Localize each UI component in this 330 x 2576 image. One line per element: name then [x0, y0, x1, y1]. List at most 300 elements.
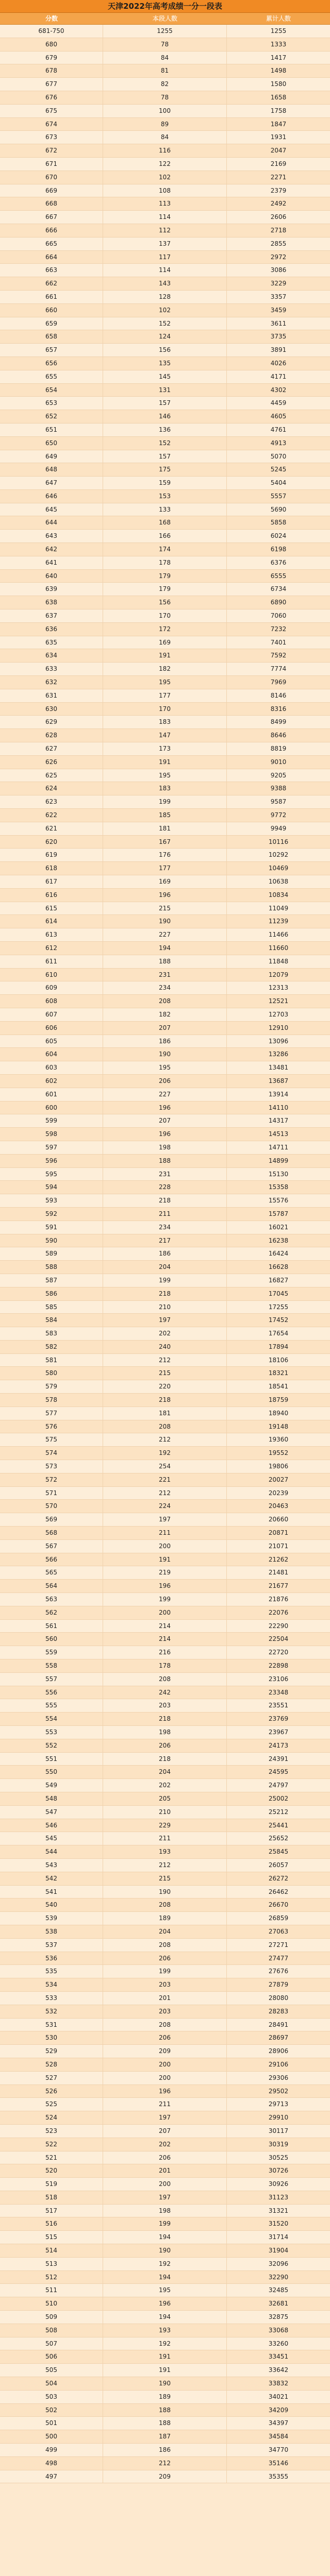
score-cell: 546	[0, 1819, 103, 1833]
segment-count-cell: 108	[103, 184, 227, 198]
table-row	[0, 1965, 330, 1978]
cumulative-count-cell: 27271	[268, 1941, 289, 1948]
table-row	[0, 384, 330, 397]
table-row	[0, 862, 330, 875]
score-cell: 521	[0, 2151, 103, 2165]
table-row	[0, 1899, 330, 1912]
score-cell: 630	[0, 703, 103, 716]
score-cell: 623	[0, 795, 103, 809]
table-row	[0, 2258, 330, 2271]
score-cell: 591	[0, 1221, 103, 1234]
score-cell: 651	[0, 423, 103, 437]
table-row	[0, 2364, 330, 2377]
table-row	[0, 1141, 330, 1155]
table-row	[0, 2031, 330, 2045]
segment-count-cell: 203	[103, 1699, 227, 1713]
cumulative-count-cell: 22290	[268, 1622, 289, 1630]
table-row	[0, 516, 330, 530]
score-cell: 497	[0, 2470, 103, 2484]
segment-count-cell: 196	[103, 1101, 227, 1115]
segment-count-cell: 192	[103, 2337, 227, 2351]
score-cell: 653	[0, 397, 103, 410]
table-row	[0, 1593, 330, 1606]
score-cell: 641	[0, 556, 103, 570]
table-row	[0, 2098, 330, 2111]
segment-count-cell: 209	[103, 2470, 227, 2484]
table-row	[0, 902, 330, 916]
cumulative-count-cell: 3357	[270, 293, 287, 300]
segment-count-cell: 214	[103, 1620, 227, 1633]
score-cell: 525	[0, 2098, 103, 2111]
cumulative-count-cell: 19360	[268, 1436, 289, 1444]
table-row	[0, 995, 330, 1008]
table-row	[0, 942, 330, 955]
cumulative-count-cell: 13286	[268, 1050, 289, 1058]
table-row	[0, 1952, 330, 1965]
table-row	[0, 1659, 330, 1673]
column-header-cumulative-count: 累计人数	[266, 15, 291, 22]
cumulative-count-cell: 10469	[268, 865, 289, 872]
cumulative-count-cell: 3611	[270, 319, 287, 327]
cumulative-count-cell: 1255	[270, 27, 287, 35]
segment-count-cell: 194	[103, 942, 227, 955]
table-header	[0, 13, 330, 25]
score-cell: 621	[0, 822, 103, 836]
cumulative-count-cell: 16238	[268, 1236, 289, 1244]
table-row	[0, 197, 330, 211]
segment-count-cell: 218	[103, 1713, 227, 1726]
cumulative-count-cell: 1417	[270, 54, 287, 61]
table-row	[0, 1367, 330, 1380]
score-cell: 541	[0, 1886, 103, 1899]
segment-count-cell: 112	[103, 224, 227, 238]
cumulative-count-cell: 6734	[270, 585, 287, 593]
segment-count-cell: 169	[103, 636, 227, 650]
segment-count-cell: 81	[103, 64, 227, 78]
cumulative-count-cell: 32096	[268, 2260, 289, 2267]
segment-count-cell: 206	[103, 1739, 227, 1753]
score-cell: 606	[0, 1022, 103, 1035]
score-cell: 603	[0, 1061, 103, 1075]
table-row	[0, 264, 330, 277]
score-cell: 507	[0, 2337, 103, 2351]
table-row	[0, 277, 330, 291]
score-cell: 660	[0, 304, 103, 317]
table-row	[0, 118, 330, 131]
segment-count-cell: 215	[103, 1367, 227, 1380]
segment-count-cell: 211	[103, 1208, 227, 1221]
score-cell: 668	[0, 197, 103, 211]
cumulative-count-cell: 16424	[268, 1250, 289, 1258]
cumulative-count-cell: 2271	[270, 173, 287, 181]
score-cell: 574	[0, 1447, 103, 1460]
segment-count-cell: 156	[103, 344, 227, 357]
segment-count-cell: 200	[103, 2058, 227, 2072]
segment-count-cell: 208	[103, 995, 227, 1008]
segment-count-cell: 191	[103, 2350, 227, 2364]
segment-count-cell: 197	[103, 1314, 227, 1327]
table-row	[0, 2324, 330, 2337]
segment-count-cell: 192	[103, 2258, 227, 2271]
table-row	[0, 556, 330, 570]
segment-count-cell: 208	[103, 1673, 227, 1686]
cumulative-count-cell: 4171	[270, 372, 287, 380]
table-row	[0, 1208, 330, 1221]
segment-count-cell: 188	[103, 2404, 227, 2417]
cumulative-count-cell: 2606	[270, 213, 287, 221]
score-cell: 655	[0, 370, 103, 384]
table-row	[0, 503, 330, 517]
table-row	[0, 570, 330, 583]
score-cell: 555	[0, 1699, 103, 1713]
score-cell: 540	[0, 1899, 103, 1912]
table-row	[0, 2178, 330, 2191]
score-cell: 530	[0, 2031, 103, 2045]
table-row	[0, 1540, 330, 1553]
score-cell: 667	[0, 211, 103, 224]
table-row	[0, 769, 330, 783]
segment-count-cell: 182	[103, 663, 227, 676]
segment-count-cell: 177	[103, 689, 227, 703]
score-cell: 666	[0, 224, 103, 238]
table-row	[0, 304, 330, 317]
segment-count-cell: 196	[103, 1580, 227, 1593]
score-cell: 557	[0, 1673, 103, 1686]
score-cell: 501	[0, 2417, 103, 2430]
score-cell: 580	[0, 1367, 103, 1380]
score-cell: 649	[0, 450, 103, 464]
cumulative-count-cell: 20660	[268, 1516, 289, 1523]
cumulative-count-cell: 26859	[268, 1914, 289, 1922]
table-row	[0, 2111, 330, 2125]
score-cell: 656	[0, 357, 103, 370]
score-cell: 579	[0, 1380, 103, 1394]
cumulative-count-cell: 9388	[270, 785, 287, 792]
segment-count-cell: 128	[103, 291, 227, 304]
table-row	[0, 2217, 330, 2231]
segment-count-cell: 212	[103, 1487, 227, 1500]
score-cell: 526	[0, 2085, 103, 2098]
table-row	[0, 1101, 330, 1115]
cumulative-count-cell: 31714	[268, 2233, 289, 2241]
table-row	[0, 2457, 330, 2470]
score-cell: 549	[0, 1779, 103, 1792]
table-row	[0, 663, 330, 676]
cumulative-count-cell: 9949	[270, 824, 287, 832]
cumulative-count-cell: 29910	[268, 2114, 289, 2122]
score-cell: 560	[0, 1633, 103, 1646]
table-row	[0, 1845, 330, 1859]
table-row	[0, 330, 330, 344]
table-row	[0, 1008, 330, 1022]
score-cell: 498	[0, 2457, 103, 2470]
segment-count-cell: 114	[103, 211, 227, 224]
score-cell: 676	[0, 91, 103, 105]
cumulative-count-cell: 14711	[268, 1143, 289, 1151]
cumulative-count-cell: 9010	[270, 758, 287, 766]
segment-count-cell: 136	[103, 423, 227, 437]
segment-count-cell: 190	[103, 1886, 227, 1899]
score-cell: 650	[0, 437, 103, 450]
segment-count-cell: 199	[103, 1965, 227, 1978]
cumulative-count-cell: 23967	[268, 1728, 289, 1736]
table-row	[0, 131, 330, 144]
table-row	[0, 91, 330, 105]
score-cell: 646	[0, 490, 103, 503]
score-cell: 582	[0, 1341, 103, 1354]
cumulative-count-cell: 1847	[270, 120, 287, 128]
table-row	[0, 795, 330, 809]
score-cell: 515	[0, 2231, 103, 2244]
segment-count-cell: 203	[103, 2005, 227, 2019]
cumulative-count-cell: 4605	[270, 413, 287, 420]
score-cell: 527	[0, 2072, 103, 2085]
score-cell: 536	[0, 1952, 103, 1965]
cumulative-count-cell: 5557	[270, 492, 287, 500]
table-row	[0, 1753, 330, 1766]
segment-count-cell: 218	[103, 1394, 227, 1407]
table-row	[0, 756, 330, 769]
score-cell: 658	[0, 330, 103, 344]
cumulative-count-cell: 10116	[268, 838, 289, 845]
cumulative-count-cell: 7592	[270, 652, 287, 659]
cumulative-count-cell: 25441	[268, 1821, 289, 1829]
table-row	[0, 1247, 330, 1261]
table-row	[0, 1287, 330, 1301]
score-cell: 659	[0, 317, 103, 331]
score-cell: 548	[0, 1792, 103, 1806]
score-cell: 583	[0, 1327, 103, 1341]
score-cell: 535	[0, 1965, 103, 1978]
cumulative-count-cell: 16628	[268, 1263, 289, 1271]
score-cell: 644	[0, 516, 103, 530]
segment-count-cell: 234	[103, 1221, 227, 1234]
segment-count-cell: 212	[103, 2457, 227, 2470]
score-cell: 633	[0, 663, 103, 676]
table-row	[0, 2125, 330, 2138]
score-cell: 502	[0, 2404, 103, 2417]
segment-count-cell: 206	[103, 1952, 227, 1965]
segment-count-cell: 204	[103, 1261, 227, 1274]
segment-count-cell: 202	[103, 1779, 227, 1792]
cumulative-count-cell: 26272	[268, 1874, 289, 1882]
segment-count-cell: 199	[103, 1274, 227, 1287]
cumulative-count-cell: 7969	[270, 679, 287, 686]
segment-count-cell: 89	[103, 118, 227, 131]
table-row	[0, 1341, 330, 1354]
segment-count-cell: 208	[103, 1939, 227, 1952]
table-row	[0, 822, 330, 836]
table-row	[0, 981, 330, 995]
cumulative-count-cell: 24391	[268, 1755, 289, 1762]
table-row	[0, 211, 330, 224]
cumulative-count-cell: 18321	[268, 1369, 289, 1377]
cumulative-count-cell: 18759	[268, 1396, 289, 1404]
segment-count-cell: 228	[103, 1181, 227, 1194]
segment-count-cell: 169	[103, 875, 227, 889]
segment-count-cell: 206	[103, 2151, 227, 2165]
cumulative-count-cell: 11049	[268, 904, 289, 912]
table-row	[0, 742, 330, 756]
score-cell: 519	[0, 2178, 103, 2191]
score-cell: 514	[0, 2244, 103, 2258]
cumulative-count-cell: 4761	[270, 426, 287, 433]
cumulative-count-cell: 6198	[270, 546, 287, 553]
segment-count-cell: 102	[103, 171, 227, 184]
cumulative-count-cell: 23551	[268, 1702, 289, 1709]
table-row	[0, 1155, 330, 1168]
table-row	[0, 2005, 330, 2019]
segment-count-cell: 168	[103, 516, 227, 530]
table-row	[0, 1035, 330, 1048]
segment-count-cell: 212	[103, 1433, 227, 1447]
score-cell: 573	[0, 1460, 103, 1473]
table-row	[0, 2085, 330, 2098]
segment-count-cell: 195	[103, 2284, 227, 2297]
cumulative-count-cell: 1580	[270, 80, 287, 88]
score-cell: 545	[0, 1832, 103, 1845]
cumulative-count-cell: 8646	[270, 732, 287, 739]
cumulative-count-cell: 18940	[268, 1409, 289, 1417]
cumulative-count-cell: 28283	[268, 2007, 289, 2015]
score-cell: 552	[0, 1739, 103, 1753]
score-cell: 625	[0, 769, 103, 783]
cumulative-count-cell: 3229	[270, 280, 287, 287]
segment-count-cell: 217	[103, 1234, 227, 1248]
segment-count-cell: 196	[103, 1128, 227, 1141]
segment-count-cell: 231	[103, 1168, 227, 1181]
cumulative-count-cell: 29502	[268, 2087, 289, 2095]
cumulative-count-cell: 19552	[268, 1449, 289, 1457]
score-cell: 654	[0, 384, 103, 397]
segment-count-cell: 84	[103, 131, 227, 144]
cumulative-count-cell: 13481	[268, 1064, 289, 1072]
table-row	[0, 1553, 330, 1567]
cumulative-count-cell: 35355	[268, 2472, 289, 2480]
cumulative-count-cell: 30319	[268, 2140, 289, 2148]
table-row	[0, 158, 330, 171]
segment-count-cell: 152	[103, 317, 227, 331]
table-row	[0, 1354, 330, 1367]
segment-count-cell: 190	[103, 1048, 227, 1061]
cumulative-count-cell: 12910	[268, 1024, 289, 1031]
cumulative-count-cell: 6555	[270, 572, 287, 580]
score-cell: 648	[0, 463, 103, 477]
cumulative-count-cell: 2492	[270, 200, 287, 208]
table-row	[0, 1473, 330, 1487]
score-cell: 558	[0, 1659, 103, 1673]
table-row	[0, 251, 330, 264]
segment-count-cell: 207	[103, 1114, 227, 1128]
segment-count-cell: 218	[103, 1194, 227, 1208]
segment-count-cell: 133	[103, 503, 227, 517]
cumulative-count-cell: 4026	[270, 359, 287, 367]
segment-count-cell: 84	[103, 52, 227, 65]
table-row	[0, 1832, 330, 1845]
table-row	[0, 2019, 330, 2032]
segment-count-cell: 210	[103, 1806, 227, 1819]
segment-count-cell: 124	[103, 330, 227, 344]
table-row	[0, 171, 330, 184]
table-row	[0, 609, 330, 623]
table-row	[0, 2284, 330, 2297]
score-cell: 584	[0, 1314, 103, 1327]
cumulative-count-cell: 31123	[268, 2193, 289, 2201]
table-row	[0, 450, 330, 464]
segment-count-cell: 204	[103, 1766, 227, 1779]
cumulative-count-cell: 31520	[268, 2220, 289, 2228]
cumulative-count-cell: 27879	[268, 1981, 289, 1989]
score-cell: 529	[0, 2045, 103, 2058]
segment-count-cell: 181	[103, 1407, 227, 1420]
column-header-score: 分数	[45, 15, 58, 22]
table-row	[0, 1407, 330, 1420]
segment-count-cell: 198	[103, 1726, 227, 1739]
table-row	[0, 1766, 330, 1779]
cumulative-count-cell: 30926	[268, 2180, 289, 2188]
segment-count-cell: 216	[103, 1646, 227, 1659]
table-row	[0, 1487, 330, 1500]
table-row	[0, 490, 330, 503]
segment-count-cell: 190	[103, 915, 227, 928]
segment-count-cell: 215	[103, 1872, 227, 1886]
score-cell: 626	[0, 756, 103, 769]
segment-count-cell: 156	[103, 596, 227, 609]
score-cell: 640	[0, 570, 103, 583]
segment-count-cell: 205	[103, 1792, 227, 1806]
segment-count-cell: 203	[103, 1978, 227, 1992]
cumulative-count-cell: 2047	[270, 147, 287, 155]
table-row	[0, 596, 330, 609]
score-cell: 537	[0, 1939, 103, 1952]
cumulative-count-cell: 20871	[268, 1529, 289, 1537]
segment-count-cell: 220	[103, 1380, 227, 1394]
score-cell: 638	[0, 596, 103, 609]
table-row	[0, 25, 330, 38]
cumulative-count-cell: 13096	[268, 1037, 289, 1045]
table-row	[0, 78, 330, 91]
score-cell: 551	[0, 1753, 103, 1766]
table-row	[0, 1234, 330, 1248]
table-row	[0, 1819, 330, 1833]
score-cell: 509	[0, 2311, 103, 2324]
cumulative-count-cell: 10292	[268, 851, 289, 859]
score-cell: 615	[0, 902, 103, 916]
table-row	[0, 1314, 330, 1327]
cumulative-count-cell: 25002	[268, 1794, 289, 1802]
cumulative-count-cell: 29306	[268, 2074, 289, 2081]
cumulative-count-cell: 28697	[268, 2034, 289, 2042]
cumulative-count-cell: 17255	[268, 1303, 289, 1311]
segment-count-cell: 207	[103, 1022, 227, 1035]
table-row	[0, 1460, 330, 1473]
table-row	[0, 2205, 330, 2218]
score-cell: 624	[0, 782, 103, 795]
segment-count-cell: 189	[103, 1912, 227, 1925]
score-cell: 531	[0, 2019, 103, 2032]
table-row	[0, 2417, 330, 2430]
score-cell: 505	[0, 2364, 103, 2377]
segment-count-cell: 186	[103, 1247, 227, 1261]
segment-count-cell: 234	[103, 981, 227, 995]
cumulative-count-cell: 15787	[268, 1210, 289, 1217]
cumulative-count-cell: 27676	[268, 1968, 289, 1975]
cumulative-count-cell: 3459	[270, 306, 287, 314]
score-cell: 511	[0, 2284, 103, 2297]
cumulative-count-cell: 3735	[270, 333, 287, 341]
table-row	[0, 423, 330, 437]
table-row	[0, 1779, 330, 1792]
